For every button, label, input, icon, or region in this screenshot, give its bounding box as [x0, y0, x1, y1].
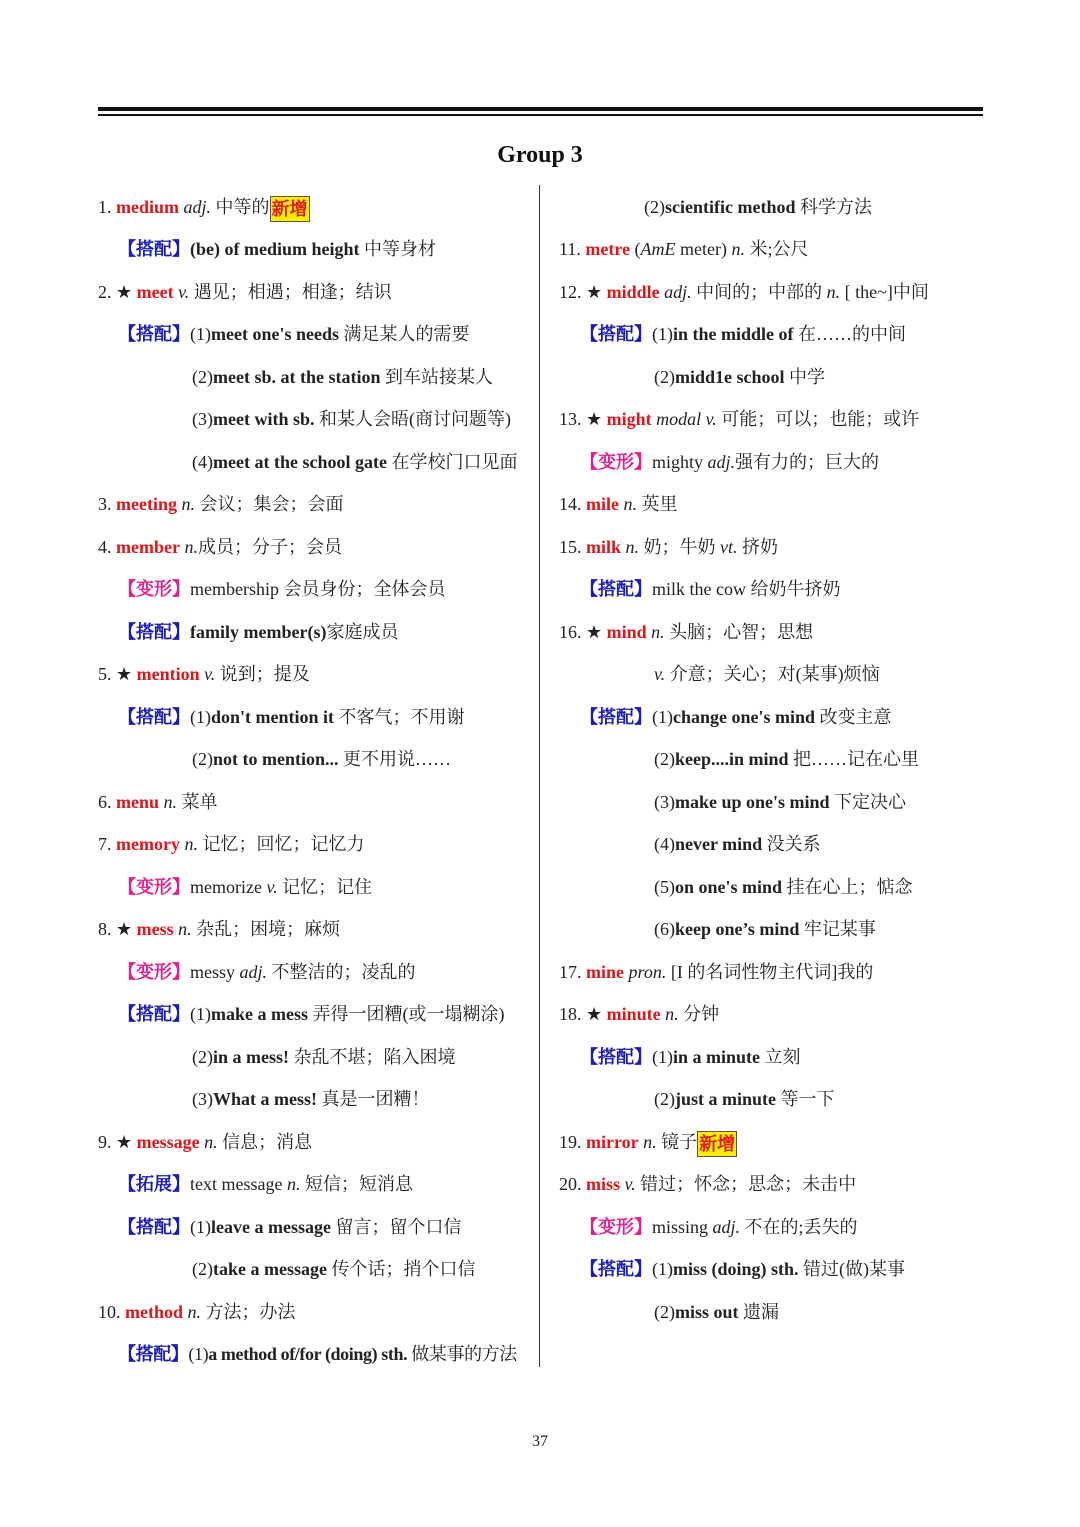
entry-member: 4. member n.成员；分子；会员 [98, 537, 342, 557]
header-rule-thin [98, 114, 983, 116]
entry-mind: 16. ★ mind n. 头脑；心智；思想 [559, 622, 814, 642]
star-icon: ★ [586, 409, 603, 429]
entry-mile: 14. mile n. 英里 [559, 494, 678, 514]
collocation-message-2: (2)take a message 传个话；捎个口信 [192, 1259, 476, 1279]
entry-mind-verb: v. 介意；关心；对(某事)烦恼 [654, 664, 880, 684]
entry-memory: 7. memory n. 记忆；回忆；记忆力 [98, 834, 365, 854]
collocation-mind-4: (4)never mind 没关系 [654, 834, 821, 854]
variant-mess: 【变形】messy adj. 不整洁的；凌乱的 [118, 962, 416, 982]
entry-milk: 15. milk n. 奶；牛奶 vt. 挤奶 [559, 537, 779, 557]
collocation-middle-2: (2)midd1e school 中学 [654, 367, 826, 387]
collocation-meet-2: (2)meet sb. at the station 到车站接某人 [192, 367, 493, 387]
entry-menu: 6. menu n. 菜单 [98, 792, 218, 812]
star-icon: ★ [586, 282, 603, 302]
entry-meeting: 3. meeting n. 会议；集会；会面 [98, 494, 344, 514]
star-icon: ★ [116, 664, 133, 684]
entry-might: 13. ★ might modal v. 可能；可以；也能；或许 [559, 409, 920, 429]
entry-method: 10. method n. 方法；办法 [98, 1302, 296, 1322]
entry-message: 9. ★ message n. 信息；消息 [98, 1132, 313, 1152]
variant-miss: 【变形】missing adj. 不在的;丢失的 [580, 1217, 858, 1237]
collocation-mention-2: (2)not to mention... 更不用说…… [192, 749, 451, 769]
star-icon: ★ [586, 622, 603, 642]
entry-mirror: 19. mirror n. 镜子 新增 [559, 1127, 737, 1157]
collocation-mind-3: (3)make up one's mind 下定决心 [654, 792, 907, 812]
collocation-method-1: 【搭配】(1)a method of/for (doing) sth. 做某事的方法 [118, 1344, 517, 1364]
collocation-minute-2: (2)just a minute 等一下 [654, 1089, 835, 1109]
entry-metre: 11. metre (AmE meter) n. 米;公尺 [559, 239, 809, 259]
entry-mess: 8. ★ mess n. 杂乱；困境；麻烦 [98, 919, 341, 939]
page-title: Group 3 [497, 142, 583, 168]
new-badge: 新增 [697, 1131, 737, 1157]
entry-minute: 18. ★ minute n. 分钟 [559, 1004, 720, 1024]
entry-miss: 20. miss v. 错过；怀念；思念；未击中 [559, 1174, 857, 1194]
collocation-milk: 【搭配】milk the cow 给奶牛挤奶 [580, 579, 841, 599]
variant-might: 【变形】mighty adj.强有力的；巨大的 [580, 452, 880, 472]
collocation-mention-1: 【搭配】(1)don't mention it 不客气；不用谢 [118, 707, 465, 727]
column-divider [539, 185, 540, 1367]
new-badge: 新增 [270, 196, 310, 222]
entry-mine: 17. mine pron. [I 的名词性物主代词]我的 [559, 962, 874, 982]
entry-meet: 2. ★ meet v. 遇见；相遇；相逢；结识 [98, 282, 392, 302]
star-icon: ★ [116, 282, 133, 302]
star-icon: ★ [116, 919, 133, 939]
star-icon: ★ [586, 1004, 603, 1024]
collocation-meet-4: (4)meet at the school gate 在学校门口见面 [192, 452, 518, 472]
entry-mention: 5. ★ mention v. 说到；提及 [98, 664, 310, 684]
variant-member: 【变形】membership 会员身份；全体会员 [118, 579, 446, 599]
collocation-mind-6: (6)keep one’s mind 牢记某事 [654, 919, 876, 939]
star-icon: ★ [116, 1132, 133, 1152]
collocation-minute-1: 【搭配】(1)in a minute 立刻 [580, 1047, 801, 1067]
collocation-miss-1: 【搭配】(1)miss (doing) sth. 错过(做)某事 [580, 1259, 906, 1279]
collocation-method-2: (2)scientific method 科学方法 [644, 197, 872, 217]
collocation-mind-1: 【搭配】(1)change one's mind 改变主意 [580, 707, 892, 727]
collocation-message-1: 【搭配】(1)leave a message 留言；留个口信 [118, 1217, 462, 1237]
collocation-medium: 【搭配】(be) of medium height 中等身材 [118, 239, 436, 259]
entry-medium: 1. medium adj. 中等的 新增 [98, 192, 310, 222]
collocation-mess-1: 【搭配】(1)make a mess 弄得一团糟(或一塌糊涂) [118, 1004, 505, 1024]
collocation-mind-2: (2)keep....in mind 把……记在心里 [654, 749, 920, 769]
header-rule-thick [98, 107, 983, 111]
page-number: 37 [532, 1433, 548, 1450]
collocation-mess-2: (2)in a mess! 杂乱不堪；陷入困境 [192, 1047, 456, 1067]
variant-memory: 【变形】memorize v. 记忆；记住 [118, 877, 373, 897]
collocation-meet-3: (3)meet with sb. 和某人会晤(商讨问题等) [192, 409, 511, 429]
collocation-meet-1: 【搭配】(1)meet one's needs 满足某人的需要 [118, 324, 470, 344]
collocation-mess-3: (3)What a mess! 真是一团糟！ [192, 1089, 430, 1109]
collocation-member: 【搭配】family member(s)家庭成员 [118, 622, 399, 642]
collocation-miss-2: (2)miss out 遗漏 [654, 1302, 780, 1322]
collocation-middle-1: 【搭配】(1)in the middle of 在……的中间 [580, 324, 907, 344]
entry-middle: 12. ★ middle adj. 中间的；中部的 n. [ the~]中间 [559, 282, 929, 302]
extension-message: 【拓展】text message n. 短信；短消息 [118, 1174, 413, 1194]
collocation-mind-5: (5)on one's mind 挂在心上；惦念 [654, 877, 913, 897]
